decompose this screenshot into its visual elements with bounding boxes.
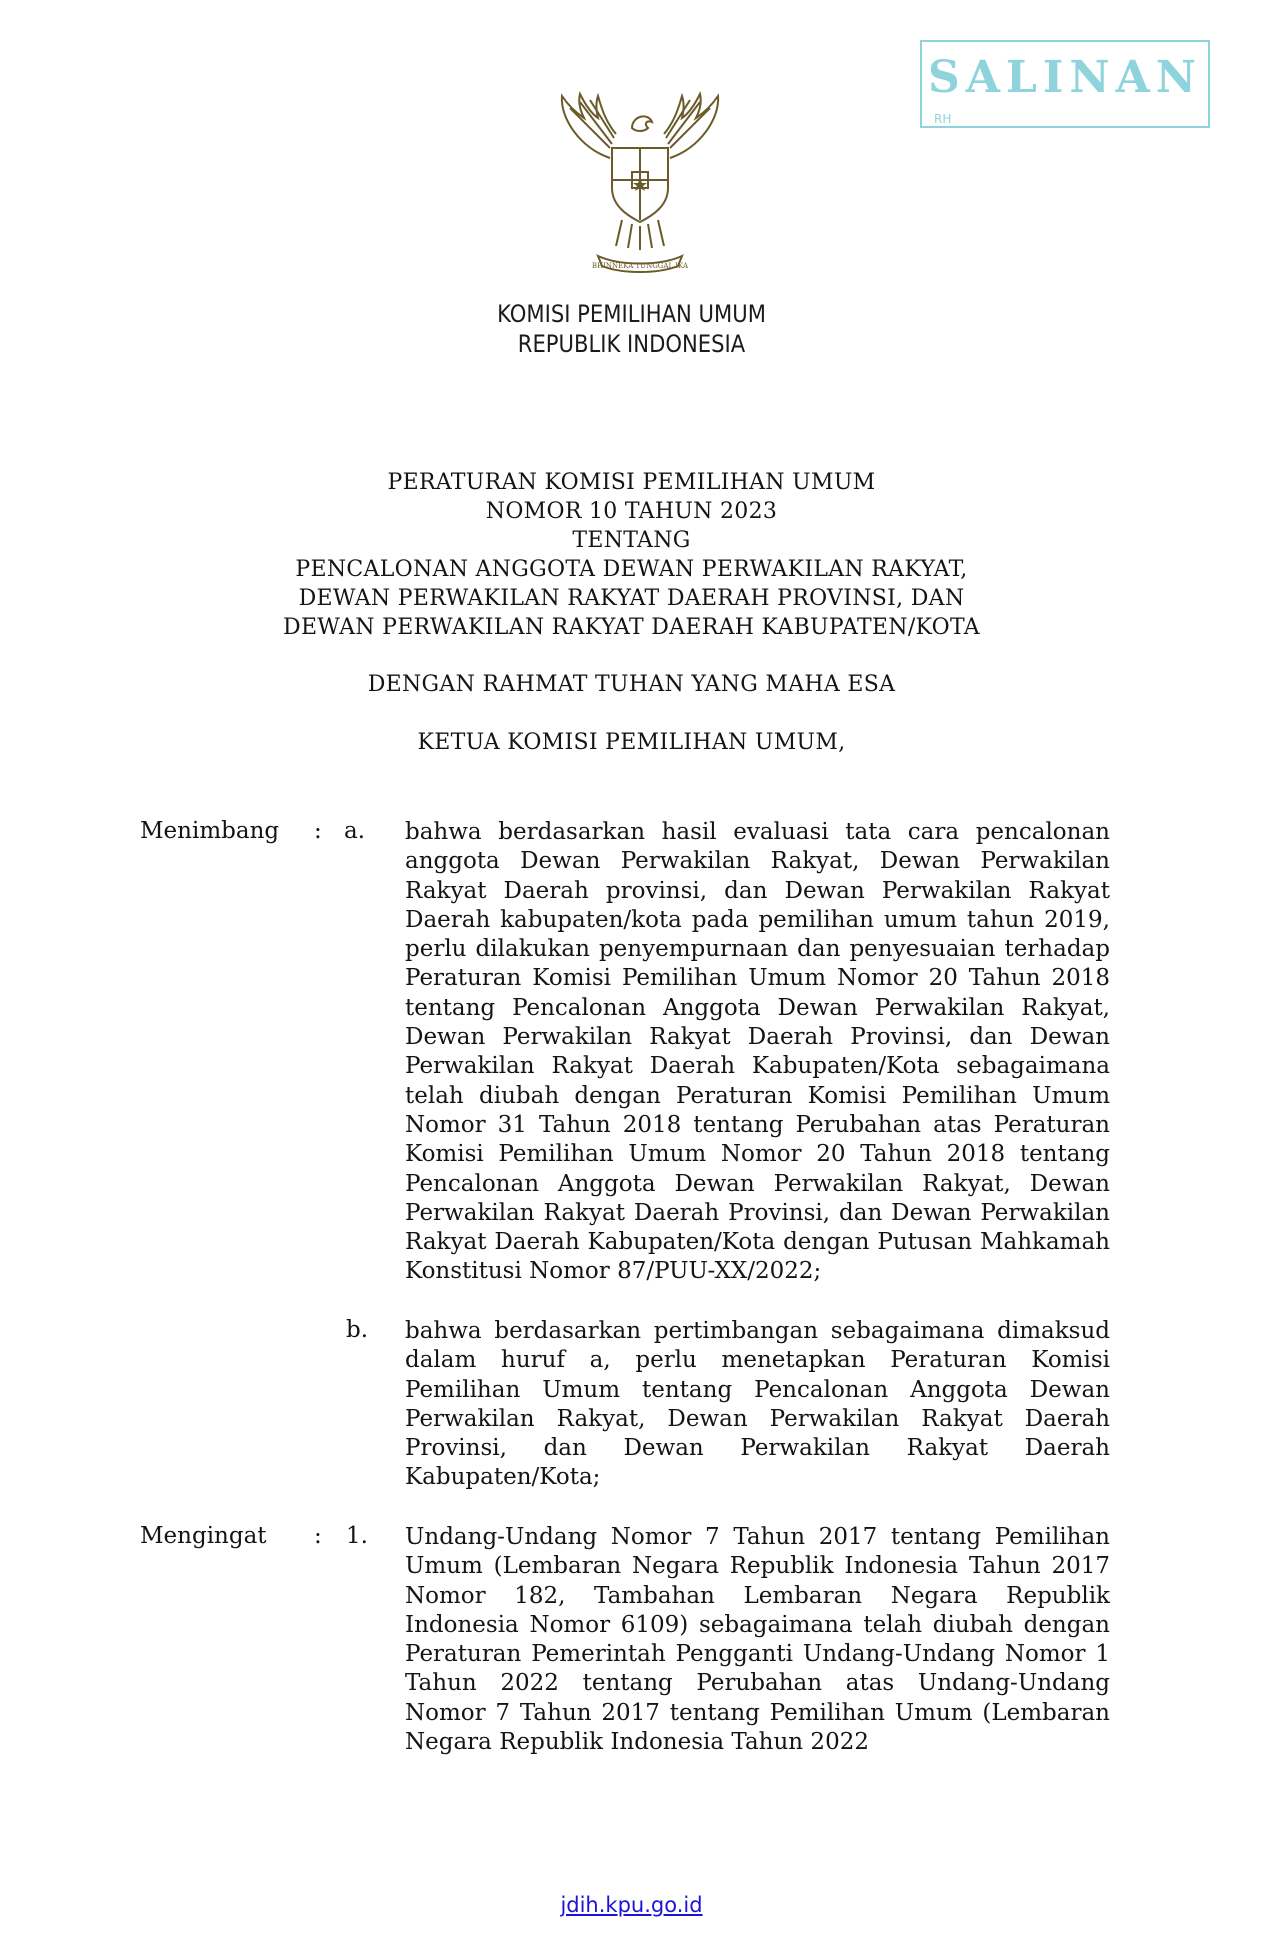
title-line: DEWAN PERWAKILAN RAKYAT DAERAH PROVINSI, DAN bbox=[298, 586, 965, 611]
list-marker: a. bbox=[344, 818, 366, 844]
menimbang-colon: : bbox=[314, 818, 322, 844]
agency-name-line1: KOMISI PEMILIHAN UMUM bbox=[497, 300, 766, 328]
salinan-stamp bbox=[920, 40, 1210, 128]
regulation-title bbox=[0, 468, 1263, 642]
title-line: PENCALONAN ANGGOTA DEWAN PERWAKILAN RAKYAT, bbox=[295, 557, 968, 582]
stamp-initials: RH bbox=[934, 112, 952, 126]
menimbang-label: Menimbang bbox=[140, 818, 280, 844]
list-marker: b. bbox=[346, 1317, 369, 1343]
list-marker: 1. bbox=[346, 1523, 368, 1549]
mengingat-colon: : bbox=[314, 1523, 322, 1549]
agency-name-line2: REPUBLIK INDONESIA bbox=[517, 330, 746, 358]
list-item-text: Undang-Undang Nomor 7 Tahun 2017 tentang Pemilihan Umum (Lembaran Negara Republik Indonesia Tahun 2017 Nomor 182, Tambahan Lembaran Negara Republik Indonesia Nomor 6109) sebagaimana telah diubah dengan Peraturan Pemerintah Pengganti Undang-Undang Nomor 1 Tahun 2022 tentang Perubahan atas Undang-Undang Nomor 7 Tahun 2017 tentang Pemilihan Umum (Lembaran Negara Republik Indonesia Tahun 2022 bbox=[405, 1524, 1110, 1756]
footer-link[interactable]: jdih.kpu.go.id bbox=[560, 1893, 703, 1917]
title-line: DEWAN PERWAKILAN RAKYAT DAERAH KABUPATEN/KOTA bbox=[283, 615, 980, 640]
title-line: NOMOR 10 TAHUN 2023 bbox=[485, 499, 778, 524]
list-item-text: bahwa berdasarkan pertimbangan sebagaimana dimaksud dalam huruf a, perlu menetapkan Peraturan Komisi Pemilihan Umum tentang Pencalonan Anggota Dewan Perwakilan Rakyat, Dewan Perwakilan Rakyat Daerah Provinsi, dan Dewan Perwakilan Rakyat Daerah Kabupaten/Kota; bbox=[405, 1318, 1110, 1491]
blessing-line: DENGAN RAHMAT TUHAN YANG MAHA ESA bbox=[367, 672, 896, 697]
garuda-pancasila-emblem-icon bbox=[540, 88, 740, 278]
title-line: TENTANG bbox=[572, 528, 691, 553]
stamp-word: SALINAN bbox=[927, 52, 1202, 103]
mengingat-label: Mengingat bbox=[140, 1523, 267, 1549]
list-item-text: bahwa berdasarkan hasil evaluasi tata cara pencalonan anggota Dewan Perwakilan Rakyat, Dewan Perwakilan Rakyat Daerah provinsi, dan Dewan Perwakilan Rakyat Daerah kabupaten/kota pada pemilihan umum tahun 2019, perlu dilakukan penyempurnaan dan penyesuaian terhadap Peraturan Komisi Pemilihan Umum Nomor 20 Tahun 2018 tentang Pencalonan Anggota Dewan Perwakilan Rakyat, Dewan Perwakilan Rakyat Daerah Provinsi, dan Dewan Perwakilan Rakyat Daerah Kabupaten/Kota sebagaimana telah diubah dengan Peraturan Komisi Pemilihan Umum Nomor 31 Tahun 2018 tentang Perubahan atas Peraturan Komisi Pemilihan Umum Nomor 20 Tahun 2018 tentang Pencalonan Anggota Dewan Perwakilan Rakyat, Dewan Perwakilan Rakyat Daerah Provinsi, dan Dewan Perwakilan Rakyat Daerah Kabupaten/Kota dengan Putusan Mahkamah Konstitusi Nomor 87/PUU-XX/2022; bbox=[405, 819, 1110, 1285]
emblem-motto: BHINNEKA TUNGGAL IKA bbox=[591, 262, 689, 270]
title-line: PERATURAN KOMISI PEMILIHAN UMUM bbox=[387, 470, 876, 495]
chair-line: KETUA KOMISI PEMILIHAN UMUM, bbox=[417, 730, 846, 755]
